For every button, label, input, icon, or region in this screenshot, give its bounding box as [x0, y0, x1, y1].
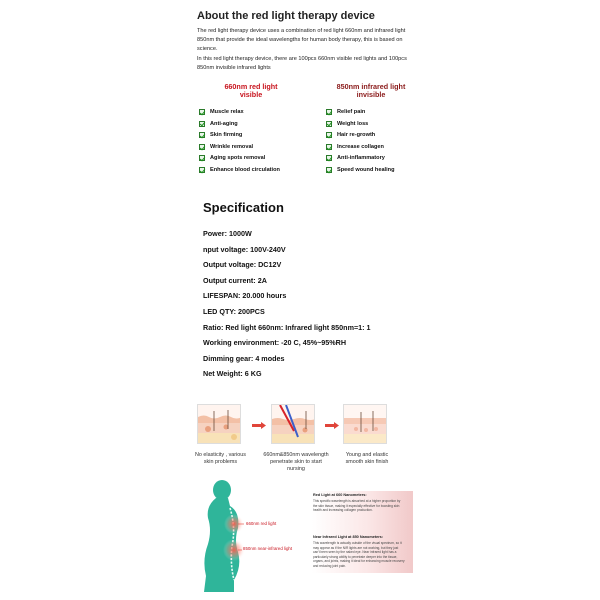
- benefit-item: [326, 164, 416, 176]
- benefit-label: Hair re-growth: [337, 132, 376, 139]
- checkbox-icon: [326, 121, 332, 127]
- checkbox-icon: [199, 132, 205, 138]
- checkbox-icon: [326, 144, 332, 150]
- arrow-right-icon: [325, 422, 339, 429]
- benefit-item: [326, 141, 416, 153]
- checkbox-icon: [326, 109, 332, 115]
- benefit-label: Weight loss: [337, 120, 369, 127]
- benefit-item: [326, 129, 416, 141]
- benefit-label: Anti-inflammatory: [337, 155, 385, 162]
- spec-working-environment: Working environment: -20 C, 45%~95%RH: [203, 338, 347, 348]
- benefit-label: Muscle relax: [210, 108, 244, 115]
- infrared-light-heading: [326, 83, 416, 98]
- checkbox-icon: [199, 155, 205, 161]
- spec-dimming-gear: Dimming gear: 4 modes: [203, 353, 285, 363]
- skin-caption-line: skin problems: [203, 458, 238, 465]
- skin-caption-damaged: [193, 452, 248, 466]
- skin-diagram-healthy: [343, 404, 387, 444]
- red-light-heading: [199, 83, 299, 98]
- skin-caption-line: smooth skin finish: [345, 458, 389, 465]
- about-description: [197, 27, 409, 73]
- infrared-light-heading-line1: 850nm infrared light: [336, 82, 406, 91]
- skin-caption-healthy: [338, 452, 396, 466]
- benefit-label: Aging spots removal: [210, 155, 266, 162]
- checkbox-icon: [199, 144, 205, 150]
- spec-output-voltage: Output voltage: DC12V: [203, 260, 282, 270]
- benefit-label: Speed wound healing: [337, 166, 395, 173]
- red-light-info-heading: Red Light at 660 Nanometers:: [313, 493, 367, 497]
- spec-power: Power: 1000W: [203, 229, 252, 238]
- benefit-item: [199, 129, 299, 141]
- infrared-light-heading-line2: invisible: [356, 89, 386, 99]
- benefit-item: [199, 153, 299, 165]
- infrared-light-benefits: [326, 83, 416, 176]
- specification-title: Specification: [203, 200, 284, 215]
- spec-led-qty: LED QTY: 200PCS: [203, 306, 265, 316]
- benefit-label: Anti-aging: [210, 120, 238, 127]
- benefit-label: Increase collagen: [337, 143, 384, 150]
- label-850nm: 850nm near-infrared light: [243, 546, 293, 551]
- benefit-item: [199, 118, 299, 130]
- benefit-item: [199, 141, 299, 153]
- about-title: About the red light therapy device: [197, 10, 375, 22]
- skin-diagram-damaged: [197, 404, 241, 444]
- about-paragraph-1: The red light therapy device uses a combination of red light 660nm and infrared light 850nm that provide the ideal wavelengths for human body therapy, this is based on science.: [197, 28, 406, 53]
- benefit-item: [326, 118, 416, 130]
- checkbox-icon: [199, 167, 205, 173]
- red-light-heading-line1: 660nm red light: [224, 82, 278, 91]
- red-light-benefits: [199, 83, 299, 176]
- arrow-right-icon: [252, 422, 266, 429]
- red-light-benefit-list: [199, 106, 299, 176]
- about-paragraph-2: In this red light therapy device, there are 100pcs 660nm visible red lights and 100pcs 850nm invisible infrared lights: [197, 55, 407, 71]
- benefit-label: Wrinkle removal: [210, 143, 254, 150]
- benefit-item: [199, 106, 299, 118]
- checkbox-icon: [326, 132, 332, 138]
- skin-caption-line: No elasticity , various: [195, 452, 246, 458]
- skin-diagram-treatment: [271, 404, 315, 444]
- spec-lifespan: LIFESPAN: 20.000 hours: [203, 291, 287, 301]
- nir-light-info-heading: Near Infrared Light at 850 Nanometers:: [313, 535, 384, 539]
- skin-caption-line: penetrate skin to start nursing: [270, 458, 322, 472]
- skin-caption-treatment: [263, 452, 329, 472]
- benefit-label: Enhance blood circulation: [210, 166, 280, 173]
- checkbox-icon: [326, 155, 332, 161]
- red-light-heading-line2: visible: [239, 89, 263, 99]
- benefit-label: Skin firming: [210, 132, 243, 139]
- spec-output-current: Output current: 2A: [203, 275, 267, 285]
- infrared-light-benefit-list: [326, 106, 416, 176]
- spec-input-voltage: nput voltage: 100V-240V: [203, 244, 286, 254]
- benefit-item: [199, 164, 299, 176]
- skin-caption-line: 660nm&850nm wavelength: [263, 452, 329, 458]
- checkbox-icon: [199, 121, 205, 127]
- checkbox-icon: [199, 109, 205, 115]
- skin-caption-line: Young and elastic: [345, 452, 389, 458]
- benefit-item: [326, 153, 416, 165]
- body-silhouette-illustration: [200, 480, 310, 592]
- spec-ratio: Ratio: Red light 660nm: Infrared light 850nm=1: 1: [203, 322, 371, 332]
- benefit-item: [326, 106, 416, 118]
- red-light-info-text: This specific wavelength is absorbed at a higher proportion by the skin tissue, making it especially effective for boosting skin health and increasing collagen production.: [313, 499, 401, 513]
- label-660nm: 660nm red light: [246, 521, 277, 526]
- specification-list: [203, 226, 371, 382]
- benefit-label: Relief pain: [337, 108, 366, 115]
- nir-light-info-text: This wavelength is actually outside of the visual spectrum, so it may appear as if the NIR lights are not working, but they just can't been seen by the naked eye. Near infrared light has a particularly strong ability to penetrate deeper into the tissue, organs, and joints, making it ideal for enhancing muscle recovery and reducing joint pain.: [313, 541, 405, 568]
- spec-net-weight: Net Weight: 6 KG: [203, 369, 262, 379]
- checkbox-icon: [326, 167, 332, 173]
